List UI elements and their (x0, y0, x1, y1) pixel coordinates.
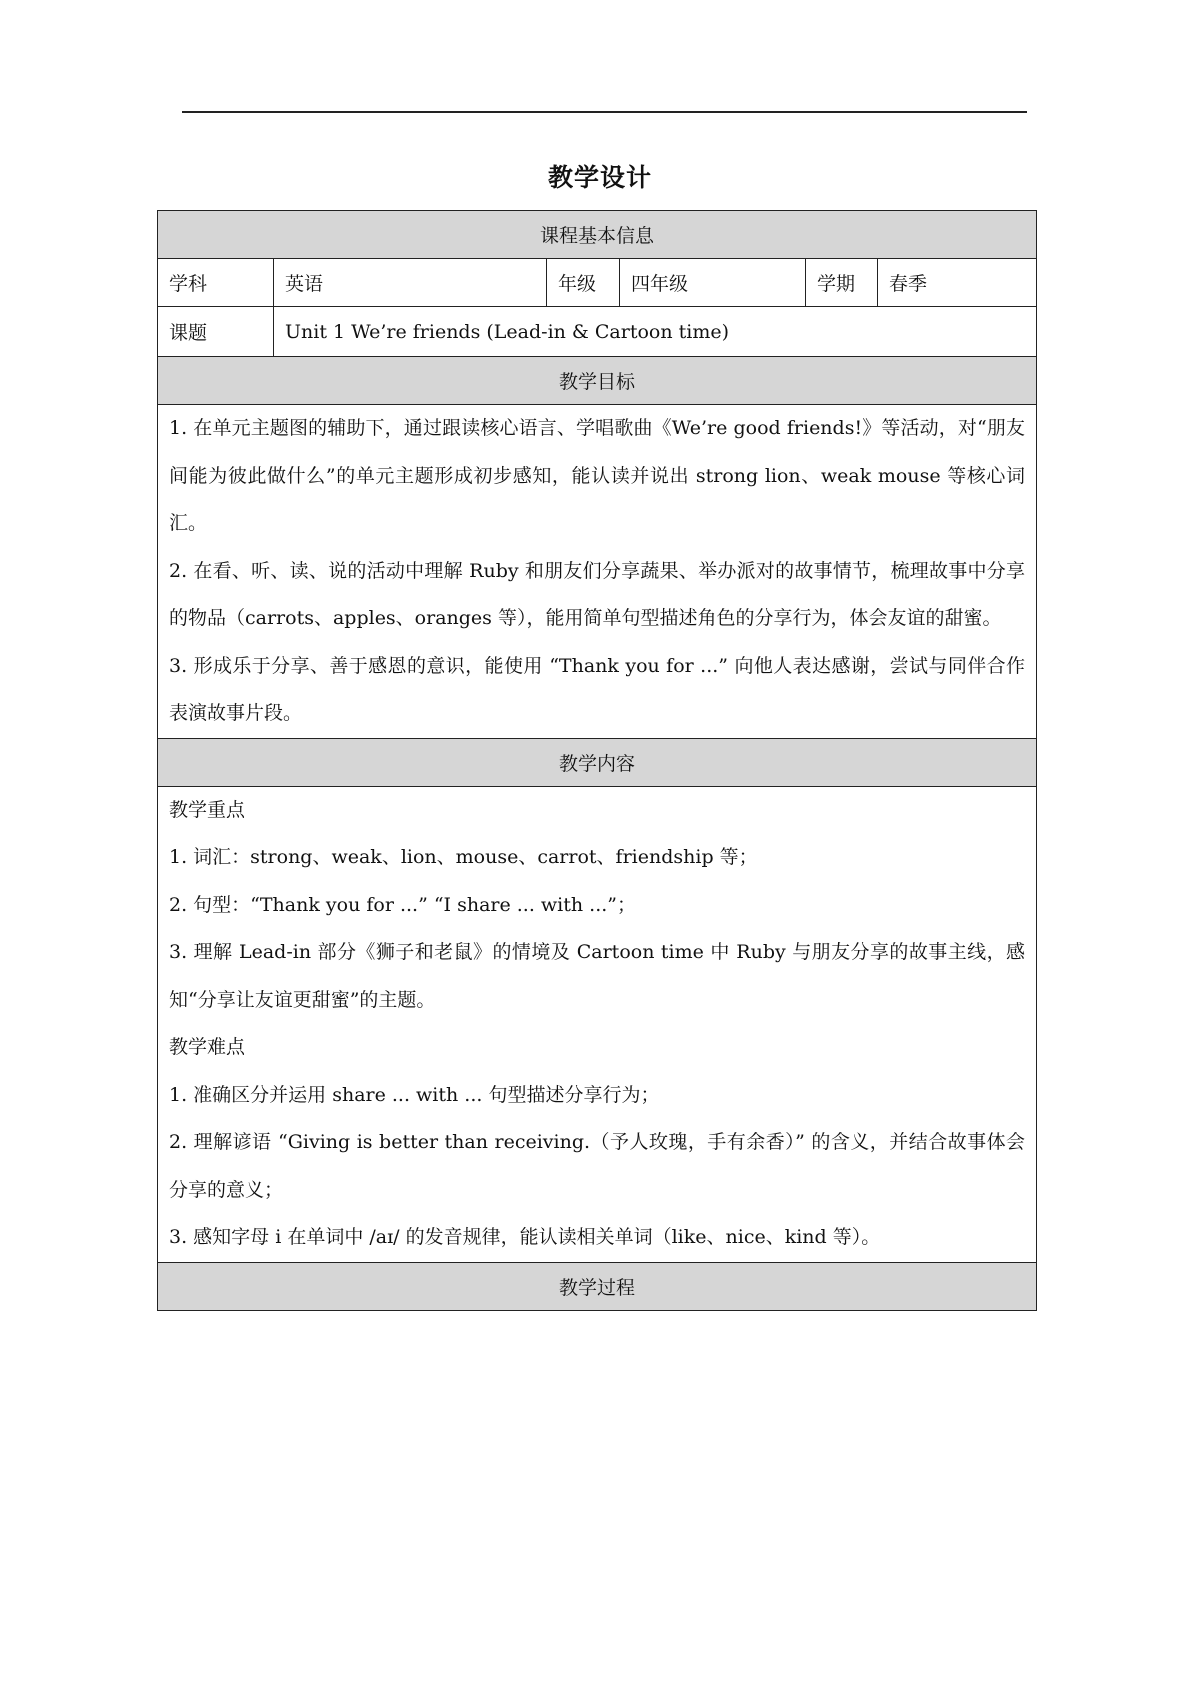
topic-row (158, 307, 1037, 357)
content-header-row (158, 738, 1037, 786)
basic-info-row (158, 259, 1037, 307)
objective-item: 2. 在看、听、读、说的活动中理解 Ruby 和朋友们分享蔬果、举办派对的故事情节，梳理故事中分享的物品（carrots、apples、oranges 等），能用简单句型描述角色的分享行为，体会友谊的甜蜜。 (169, 559, 1026, 629)
subject-value: 英语 (274, 259, 547, 307)
content-body (158, 786, 1037, 1262)
process-header-row (158, 1262, 1037, 1310)
difficulties-title: 教学难点 (169, 1036, 246, 1058)
process-heading: 教学过程 (158, 1262, 1037, 1310)
objectives-header-row (158, 357, 1037, 405)
term-value: 春季 (878, 259, 1037, 307)
basic-info-header-row (158, 211, 1037, 259)
key-point-item: 3. 理解 Lead-in 部分《狮子和老鼠》的情境及 Cartoon time 中 Ruby 与朋友分享的故事主线，感知“分享让友谊更甜蜜”的主题。 (169, 941, 1026, 1011)
key-point-item: 2. 句型：“Thank you for ...” “I share ... with ...”； (169, 893, 637, 916)
difficulty-item: 3. 感知字母 i 在单词中 /aɪ/ 的发音规律，能认读相关单词（like、nice、kind 等）。 (169, 1226, 881, 1248)
objectives-body-row (158, 405, 1037, 739)
difficulty-item: 1. 准确区分并运用 share ... with ... 句型描述分享行为； (169, 1083, 660, 1106)
subject-label: 学科 (158, 259, 274, 307)
key-point-item: 1. 词汇：strong、weak、lion、mouse、carrot、friendship 等； (169, 846, 758, 868)
difficulty-item: 2. 理解谚语 “Giving is better than receiving.（予人玫瑰，手有余香）” 的含义，并结合故事体会分享的意义； (169, 1131, 1026, 1201)
basic-info-heading: 课程基本信息 (158, 211, 1037, 259)
header-rule (182, 111, 1027, 113)
grade-value: 四年级 (620, 259, 806, 307)
lesson-plan-table (157, 210, 1037, 1311)
content-heading: 教学内容 (158, 738, 1037, 786)
term-label: 学期 (806, 259, 878, 307)
objectives-heading: 教学目标 (158, 357, 1037, 405)
objective-item: 1. 在单元主题图的辅助下，通过跟读核心语言、学唱歌曲《We’re good friends!》等活动，对“朋友间能为彼此做什么”的单元主题形成初步感知，能认读并说出 strong lion、weak mouse 等核心词汇。 (169, 417, 1026, 534)
topic-value: Unit 1 We’re friends (Lead-in & Cartoon time) (274, 307, 1037, 357)
key-points-title: 教学重点 (169, 798, 246, 821)
content-body-row (158, 786, 1037, 1262)
objective-item: 3. 形成乐于分享、善于感恩的意识，能使用 “Thank you for ...” 向他人表达感谢，尝试与同伴合作表演故事片段。 (169, 654, 1026, 724)
topic-label: 课题 (158, 307, 274, 357)
objectives-body (158, 405, 1037, 739)
grade-label: 年级 (547, 259, 620, 307)
document-title: 教学设计 (547, 163, 652, 192)
